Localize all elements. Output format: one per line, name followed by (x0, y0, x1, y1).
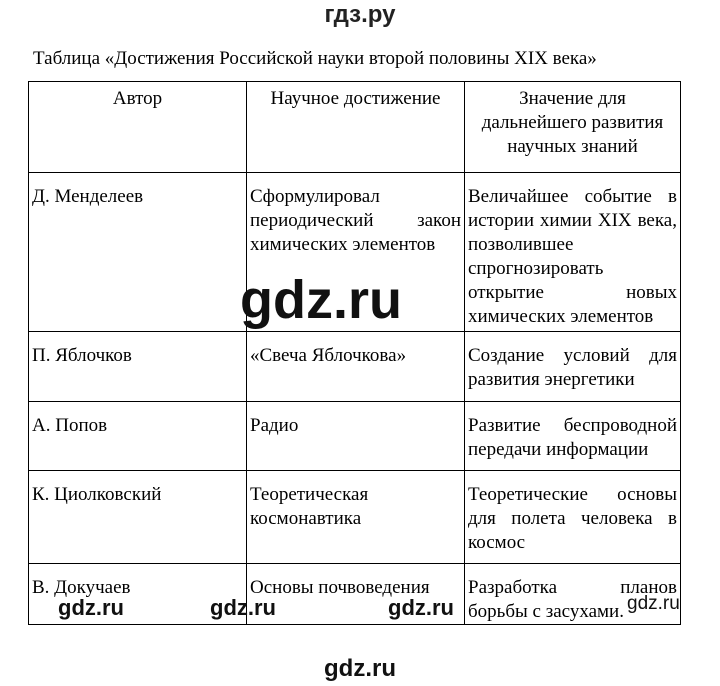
cell-achievement: Теоретическая космонавтика (247, 471, 465, 564)
table-row (29, 332, 681, 402)
header-achievement: Научное достижение (247, 82, 465, 173)
watermark-footer: gdz.ru (324, 655, 396, 682)
site-header: гдз.ру (324, 1, 396, 28)
table-row (29, 402, 681, 471)
table-header-row (29, 82, 681, 173)
cell-author: В. Докучаев (29, 564, 247, 625)
header-author: Автор (29, 82, 247, 173)
header-significance: Значение для дальнейшего развития научных знаний (465, 82, 681, 173)
cell-significance: Создание условий для развития энергетики (465, 332, 681, 402)
watermark-corner: gdz.ru (627, 593, 680, 614)
cell-significance: Развитие беспроводной передачи информации (465, 402, 681, 471)
cell-author: Д. Менделеев (29, 173, 247, 332)
cell-author: К. Циолковский (29, 471, 247, 564)
cell-achievement: Основы почвоведения (247, 564, 465, 625)
cell-achievement: Сформулировал периодический закон химических элементов (247, 173, 465, 332)
cell-significance: Разработка планов борьбы с засухами. (465, 564, 681, 625)
table-row (29, 471, 681, 564)
cell-achievement: «Свеча Яблочкова» (247, 332, 465, 402)
cell-significance: Теоретические основы для полета человека в космос (465, 471, 681, 564)
cell-achievement: Радио (247, 402, 465, 471)
watermark-bottom-mid: gdz.ru (210, 595, 276, 620)
table-row (29, 564, 681, 625)
cell-author: А. Попов (29, 402, 247, 471)
cell-significance: Величайшее событие в истории химии XIX века, позволившее спрогнозировать открытие новых химических элементов (465, 173, 681, 332)
achievements-table (28, 81, 681, 625)
document-title: Таблица «Достижения Российской науки второй половины XIX века» (33, 48, 597, 69)
watermark-bottom-right: gdz.ru (388, 595, 454, 620)
cell-author: П. Яблочков (29, 332, 247, 402)
watermark-center: gdz.ru (240, 270, 402, 330)
watermark-bottom-left: gdz.ru (58, 595, 124, 620)
